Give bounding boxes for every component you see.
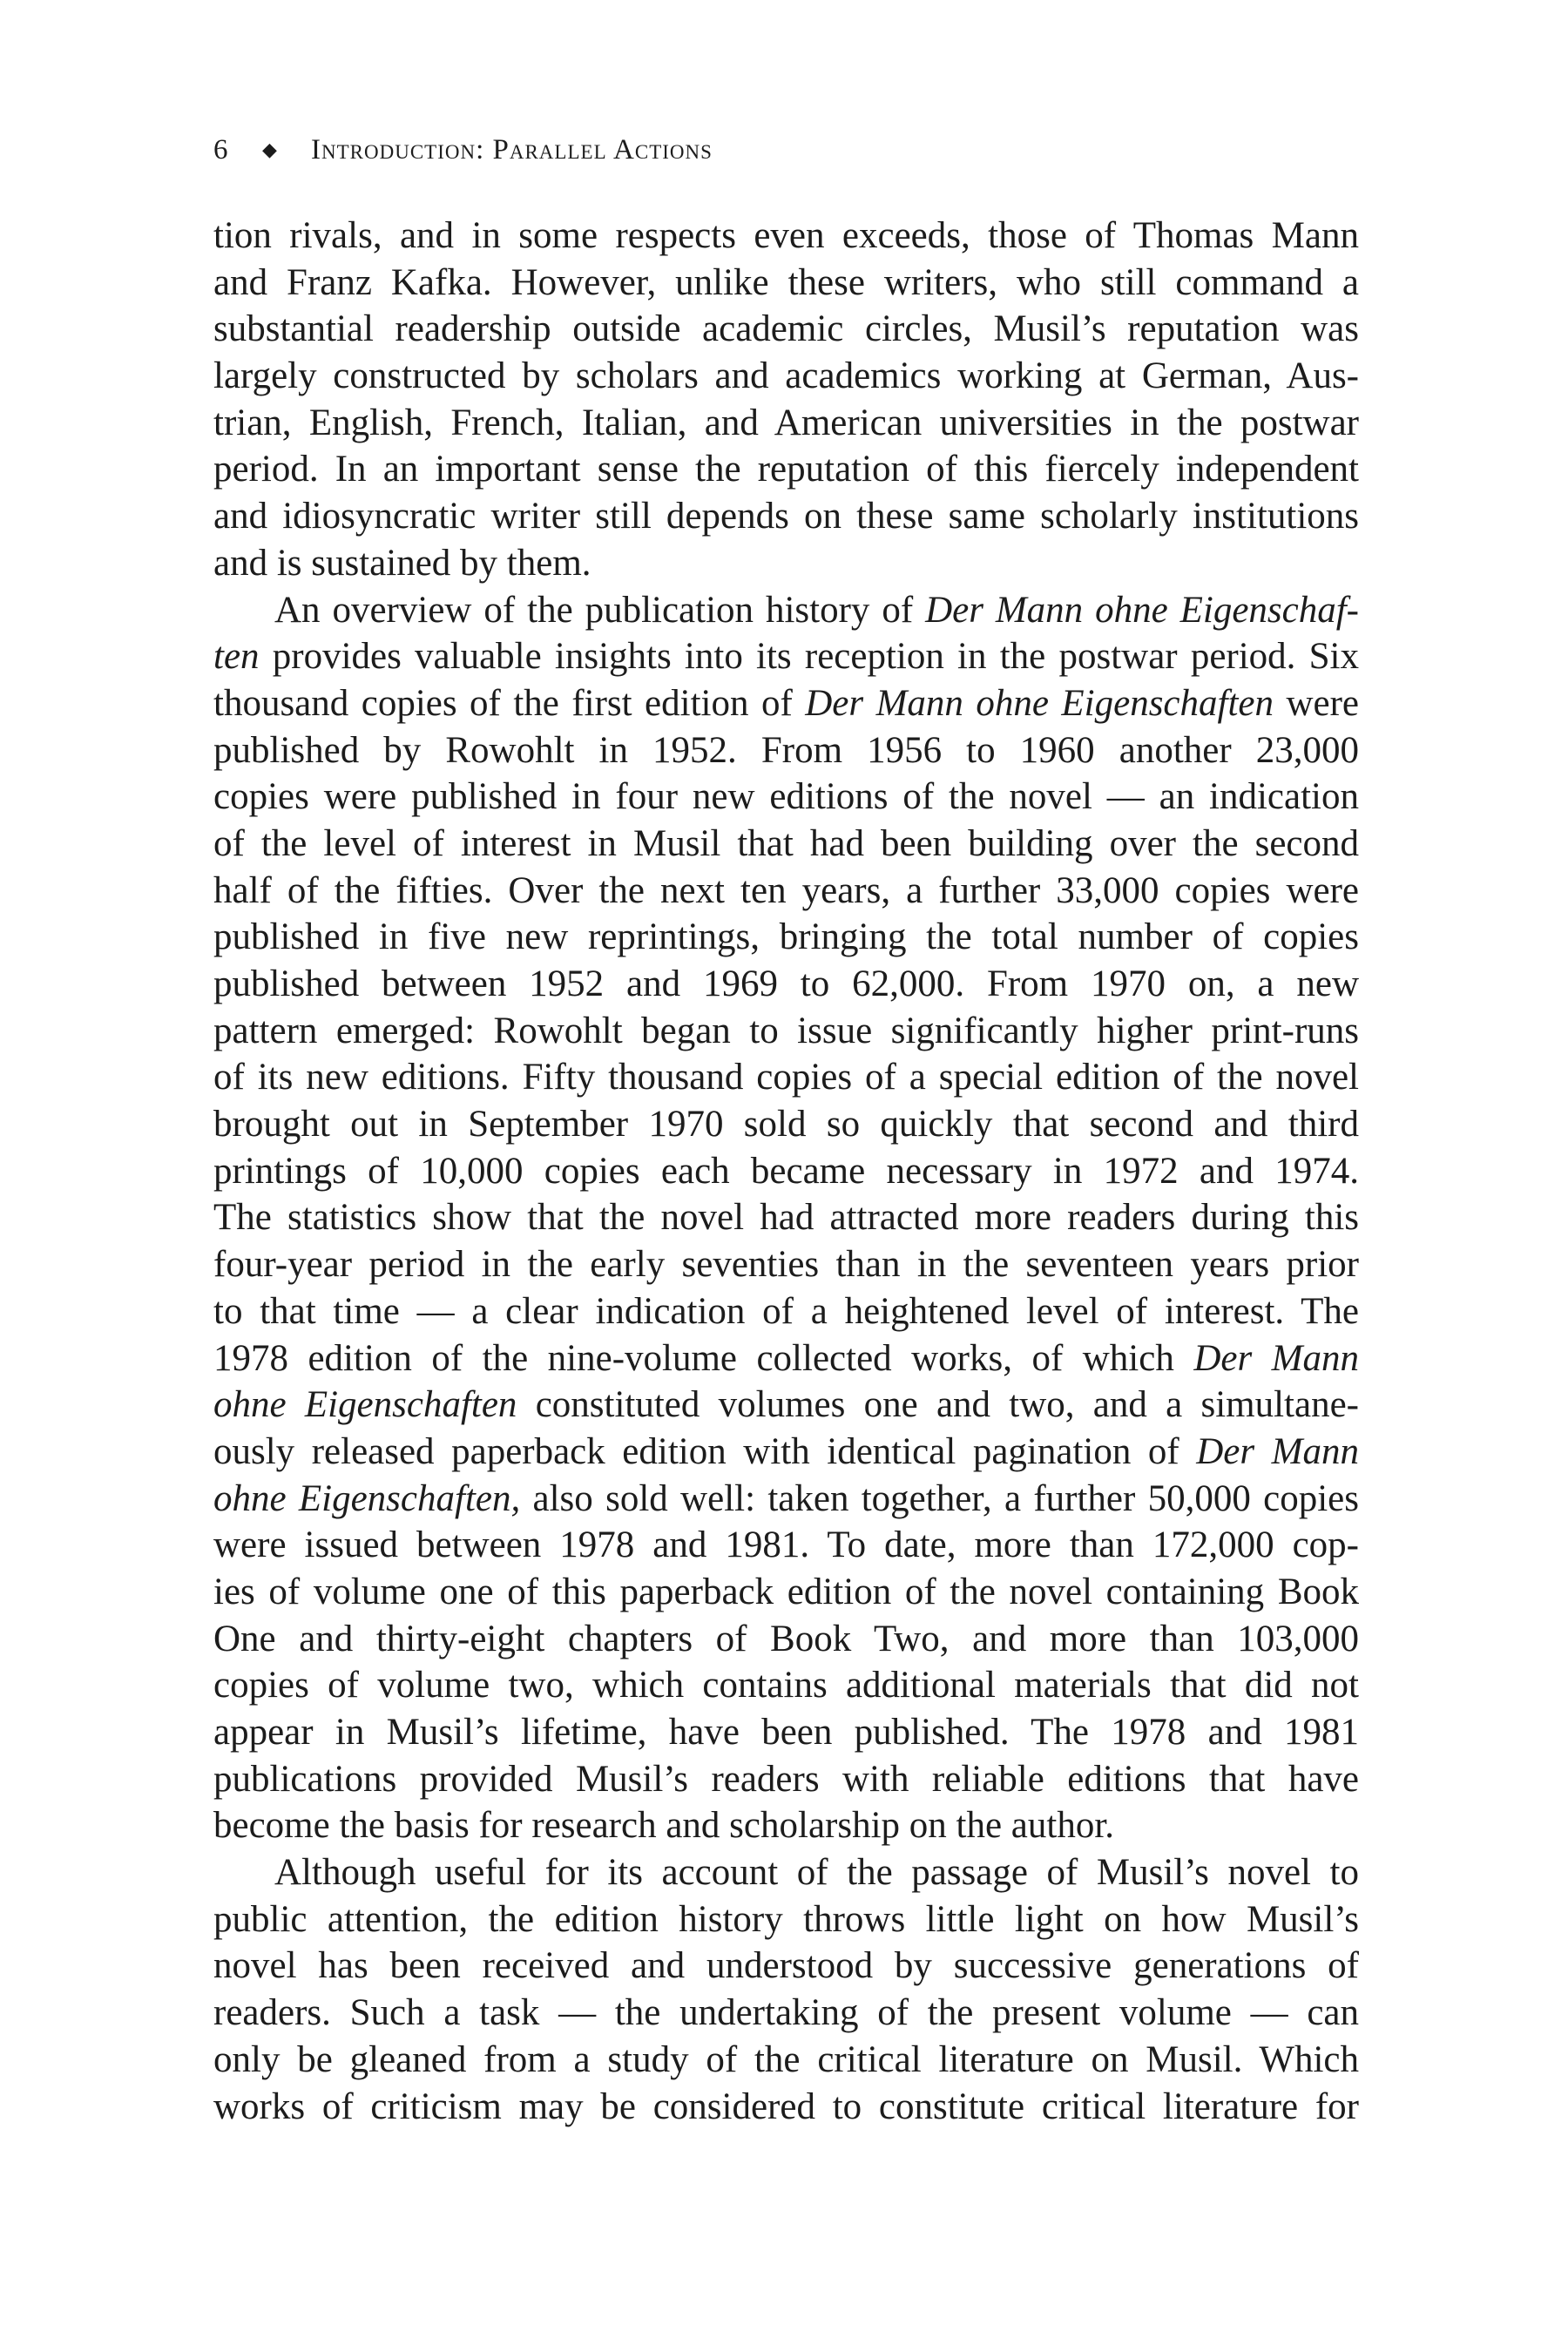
italic-title-text: Der Mann ohne Eigenschaf- (925, 589, 1359, 631)
italic-title-text: ohne Eigenschaften (213, 1384, 517, 1426)
italic-title-text: Der Mann ohne Eigenschaften (805, 682, 1274, 724)
text-line (213, 1335, 1359, 1382)
text-line (213, 1802, 1359, 1849)
text-run: thousand copies of the first edition of (213, 682, 806, 724)
text-run: period. In an important sense the reputation of this fiercely independent (213, 449, 1359, 490)
text-line (213, 353, 1359, 400)
text-line (213, 587, 1359, 634)
text-line (213, 1522, 1359, 1569)
text-run: readers. Such a task — the undertaking of the present volume — can (213, 1992, 1359, 2034)
paragraph (213, 587, 1359, 1850)
text-line (213, 1101, 1359, 1148)
text-run: were issued between 1978 and 1981. To date, more than 172,000 cop- (213, 1524, 1359, 1566)
text-line (213, 306, 1359, 353)
text-run: tion rivals, and in some respects even exceeds, those of Thomas Mann (213, 215, 1359, 256)
text-run: largely constructed by scholars and academics working at German, Aus- (213, 355, 1359, 397)
text-line (213, 1896, 1359, 1943)
text-run: ies of volume one of this paperback edition of the novel containing Book (213, 1571, 1359, 1612)
text-run: printings of 10,000 copies each became necessary in 1972 and 1974. (213, 1150, 1359, 1192)
text-run: appear in Musil’s lifetime, have been published. The 1978 and 1981 (213, 1712, 1359, 1753)
text-line (213, 1476, 1359, 1523)
text-run: substantial readership outside academic circles, Musil’s reputation was (213, 308, 1359, 350)
text-line (213, 868, 1359, 915)
text-run: published by Rowohlt in 1952. From 1956 to 1960 another 23,000 (213, 729, 1359, 771)
text-line (213, 400, 1359, 447)
diamond-ornament-icon: ◆ (262, 139, 278, 160)
italic-title-text: ten (213, 636, 260, 678)
text-line (213, 1569, 1359, 1616)
text-line (213, 1990, 1359, 2037)
text-run: pattern emerged: Rowohlt began to issue significantly higher print-runs (213, 1010, 1359, 1051)
text-line (213, 540, 1359, 587)
paragraph (213, 213, 1359, 587)
italic-title-text: Der Mann (1193, 1337, 1359, 1379)
text-run: An overview of the publication history of (274, 589, 926, 631)
text-run: One and thirty-eight chapters of Book Two, and more than 103,000 (213, 1618, 1359, 1659)
text-run: were (1274, 682, 1360, 724)
text-run: only be gleaned from a study of the critical literature on Musil. Which (213, 2038, 1359, 2080)
text-line (213, 1709, 1359, 1756)
text-run: trian, English, French, Italian, and American universities in the postwar (213, 402, 1359, 443)
text-line (213, 1054, 1359, 1101)
text-run: and is sustained by them. (213, 542, 591, 584)
text-run: and Franz Kafka. However, unlike these writers, who still command a (213, 261, 1359, 303)
text-run: constituted volumes one and two, and a simultane- (517, 1384, 1359, 1426)
text-line (213, 633, 1359, 680)
running-head (213, 134, 713, 178)
text-line (213, 774, 1359, 821)
text-line (213, 213, 1359, 260)
text-line (213, 727, 1359, 774)
running-title: Introduction: Parallel Actions (311, 134, 713, 166)
text-run: of the level of interest in Musil that had been building over the second (213, 822, 1359, 864)
text-line (213, 446, 1359, 493)
text-run: publications provided Musil’s readers with reliable editions that have (213, 1758, 1359, 1800)
text-run: Although useful for its account of the passage of Musil’s novel to (274, 1852, 1359, 1894)
text-line (213, 1288, 1359, 1335)
text-run: also sold well: taken together, a further 50,000 copies (520, 1477, 1359, 1519)
text-run: half of the fifties. Over the next ten years, a further 33,000 copies were (213, 869, 1359, 911)
text-run: published in five new reprintings, bringing the total number of copies (213, 916, 1359, 958)
text-line (213, 1662, 1359, 1709)
page-number: 6 (213, 134, 228, 166)
text-line (213, 1756, 1359, 1803)
text-line (213, 1008, 1359, 1055)
text-run: The statistics show that the novel had attracted more readers during this (213, 1197, 1359, 1239)
text-run: novel has been received and understood by successive generations of (213, 1945, 1359, 1987)
text-run: become the basis for research and scholarship on the author. (213, 1805, 1115, 1847)
italic-title-text: ohne Eigenschaften, (213, 1477, 521, 1519)
text-line (213, 680, 1359, 727)
text-line (213, 1849, 1359, 1896)
text-run: to that time — a clear indication of a heightened level of interest. The (213, 1290, 1359, 1332)
text-line (213, 2037, 1359, 2084)
text-line (213, 1148, 1359, 1195)
text-run: public attention, the edition history throws little light on how Musil’s (213, 1898, 1359, 1940)
text-run: ously released paperback edition with identical pagination of (213, 1430, 1197, 1472)
italic-title-text: Der Mann (1196, 1430, 1359, 1472)
text-run: provides valuable insights into its reception in the postwar period. Six (259, 636, 1359, 678)
text-run: of its new editions. Fifty thousand copies of a special edition of the novel (213, 1057, 1359, 1098)
text-run: works of criticism may be considered to constitute critical literature for (213, 2085, 1359, 2127)
body-text (213, 213, 1359, 2130)
text-line (213, 961, 1359, 1008)
text-run: copies of volume two, which contains additional materials that did not (213, 1665, 1359, 1707)
paragraph (213, 1849, 1359, 2130)
text-run: published between 1952 and 1969 to 62,000. From 1970 on, a new (213, 963, 1359, 1004)
text-run: copies were published in four new editions of the novel — an indication (213, 776, 1359, 818)
text-run: and idiosyncratic writer still depends on these same scholarly institutions (213, 496, 1359, 537)
text-line (213, 2084, 1359, 2131)
text-run: 1978 edition of the nine-volume collected works, of which (213, 1337, 1194, 1379)
text-line (213, 1382, 1359, 1429)
text-line (213, 493, 1359, 540)
text-line (213, 1943, 1359, 1990)
text-run: four-year period in the early seventies than in the seventeen years prior (213, 1244, 1359, 1286)
text-line (213, 260, 1359, 307)
text-line (213, 821, 1359, 868)
text-run: brought out in September 1970 sold so quickly that second and third (213, 1104, 1359, 1146)
text-line (213, 1194, 1359, 1241)
text-line (213, 914, 1359, 961)
text-line (213, 1616, 1359, 1663)
text-line (213, 1429, 1359, 1476)
text-line (213, 1241, 1359, 1288)
